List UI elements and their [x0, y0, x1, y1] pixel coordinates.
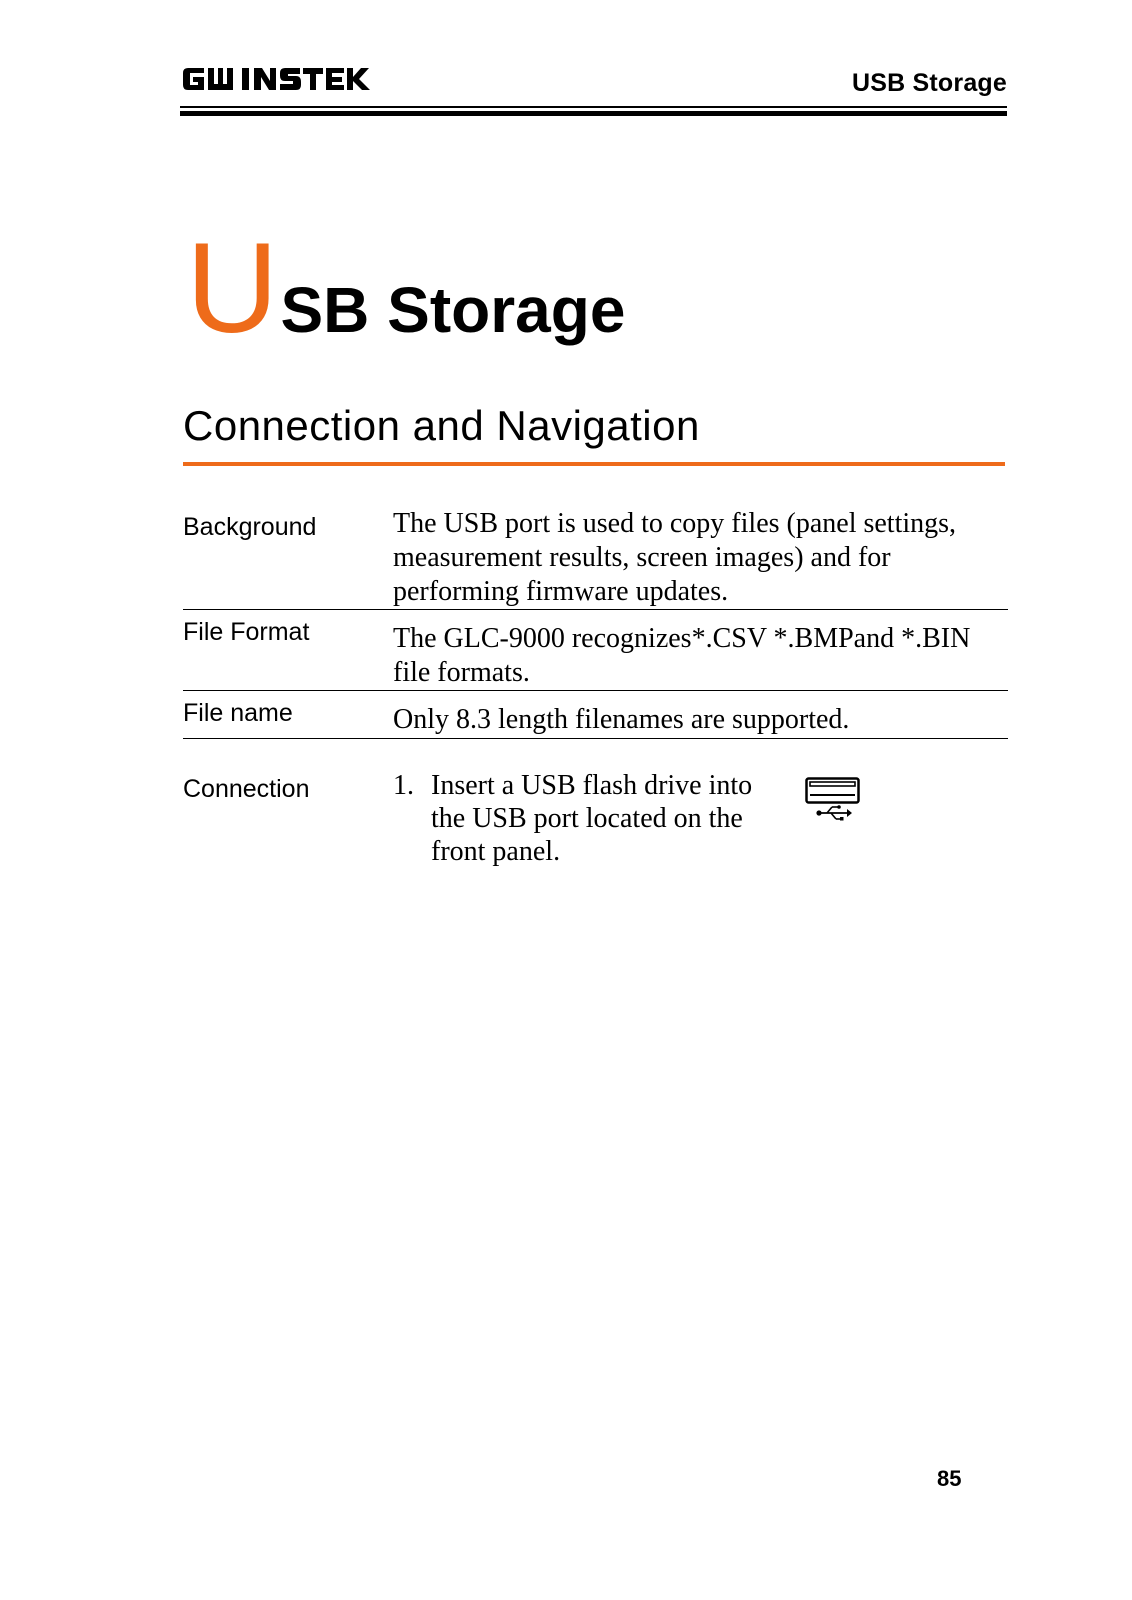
chapter-initial: U [186, 217, 275, 360]
row-label: Connection [183, 775, 310, 803]
gw-instek-logo [180, 62, 376, 96]
chapter-title-rest: SB Storage [280, 274, 626, 346]
row-label: File Format [183, 618, 310, 646]
page-header [180, 62, 1007, 118]
page-number: 85 [937, 1466, 962, 1491]
info-row-background [183, 505, 1008, 610]
header-rule-thick [180, 111, 1007, 116]
info-row-file-format [183, 610, 1008, 691]
chapter-title [186, 217, 626, 360]
row-label: Background [183, 513, 317, 541]
usb-port-icon [805, 777, 861, 828]
info-table [183, 505, 1008, 879]
header-rule-thin [180, 106, 1007, 108]
section-rule [183, 462, 1005, 466]
running-title: USB Storage [851, 69, 1007, 97]
step-number: 1. [393, 770, 414, 801]
row-text: The USB port is used to copy files (panel settings, measurement results, screen images) and for performing firmware updates. [393, 508, 957, 607]
step-text: Insert a USB flash drive into the USB port located on the front panel. [431, 770, 753, 867]
section-title: Connection and Navigation [183, 402, 700, 449]
info-row-connection [183, 769, 1008, 879]
row-label: File name [183, 699, 293, 727]
row-text: Only 8.3 length filenames are supported. [393, 704, 850, 735]
row-text: The GLC-9000 recognizes*.CSV *.BMPand *.BIN file formats. [393, 623, 971, 688]
connection-step [393, 769, 773, 868]
info-row-file-name [183, 691, 1008, 739]
